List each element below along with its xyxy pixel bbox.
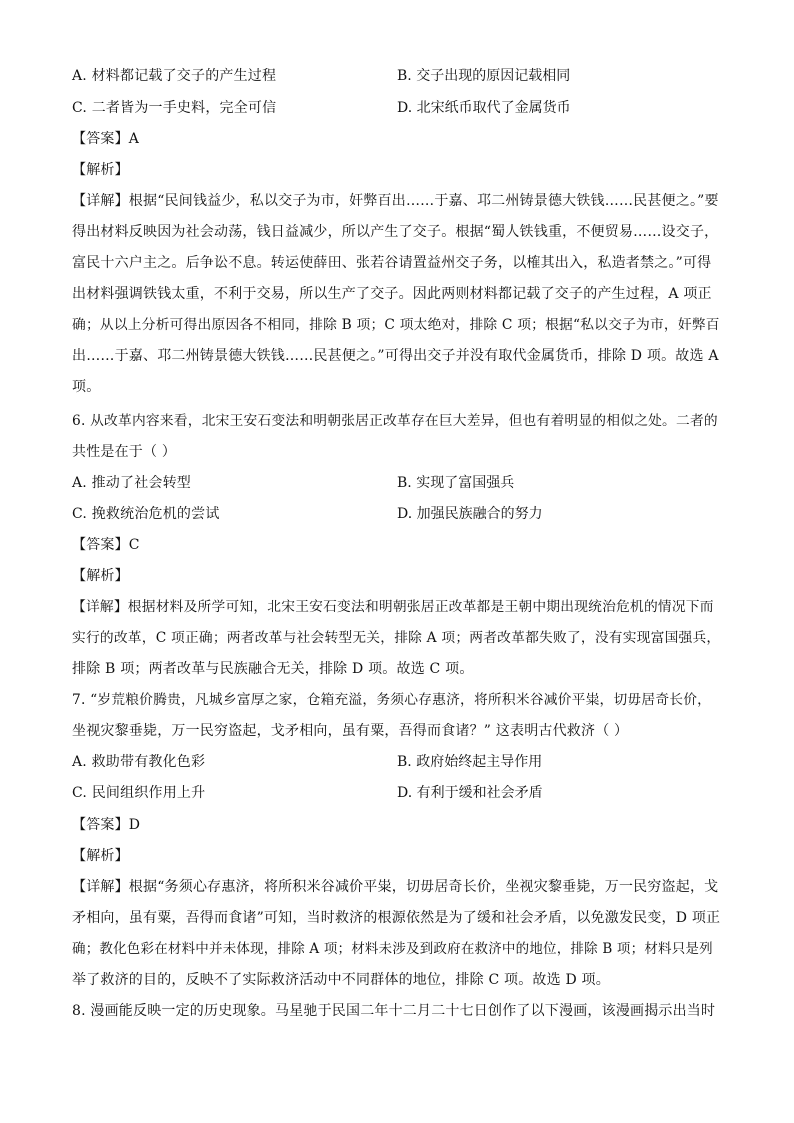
- q7-stem-line: 坐视灾黎垂毙，万一民穷盗起，戈矛相向，虽有粟，吾得而食诸？” 这表明古代救济（ ）: [72, 723, 629, 739]
- q7-detail-line: 矛相向，虽有粟，吾得而食诸”可知，当时救济的根源依然是为了缓和社会矛盾，以免激发民变，D 项正: [72, 910, 721, 926]
- q6-stem-line: 共性是在于（ ）: [72, 444, 177, 460]
- q6-analysis-heading: 【解析】: [72, 568, 129, 584]
- q7-option-c: C. 民间组织作用上升: [72, 785, 206, 801]
- q6-stem-line: 6. 从改革内容来看，北宋王安石变法和明朝张居正改革存在巨大差异，但也有着明显的相似之处。二者的: [72, 413, 718, 429]
- q7-option-d: D. 有利于缓和社会矛盾: [397, 785, 543, 801]
- q7-detail-line: 确；教化色彩在材料中并未体现，排除 A 项；材料未涉及到政府在救济中的地位，排除 B 项；材料只是列: [72, 941, 713, 957]
- q7-detail-line: 【详解】根据“务须心存惠济，将所积米谷减价平粜，切毋居奇长价，坐视灾黎垂毙，万一民穷盗起，戈: [72, 879, 719, 895]
- q6-option-d: D. 加强民族融合的努力: [397, 506, 543, 522]
- q5-option-d: D. 北宋纸币取代了金属货币: [397, 100, 571, 116]
- q6-detail-line: 实行的改革，C 项正确；两者改革与社会转型无关，排除 A 项；两者改革都失败了，没有实现富国强兵，: [72, 630, 721, 646]
- q6-answer: 【答案】C: [72, 537, 140, 553]
- q7-detail-line: 举了救济的目的，反映不了实际救济活动中不同群体的地位，排除 C 项。故选 D 项。: [72, 972, 610, 988]
- q8-stem-line: 8. 漫画能反映一定的历史现象。马星驰于民国二年十二月二十七日创作了以下漫画，该漫画揭示出当时: [72, 1003, 716, 1019]
- q6-detail-line: 【详解】根据材料及所学可知，北宋王安石变法和明朝张居正改革都是王朝中期出现统治危机的情况下而: [72, 599, 714, 615]
- q5-detail-line: 出……于嘉、邛二州铸景德大铁钱……民甚便之。”可得出交子并没有取代金属货币，排除 D 项。故选 A: [72, 348, 719, 364]
- q5-answer: 【答案】A: [72, 131, 140, 147]
- q6-option-a: A. 推动了社会转型: [72, 475, 192, 491]
- q5-detail-line: 出材料强调铁钱太重，不利于交易，所以生产了交子。因此两则材料都记载了交子的产生过程，A 项正: [72, 286, 712, 302]
- q7-analysis-heading: 【解析】: [72, 848, 129, 864]
- q7-option-b: B. 政府始终起主导作用: [397, 754, 543, 770]
- q5-detail-line: 项。: [72, 379, 101, 395]
- q5-option-b: B. 交子出现的原因记载相同: [397, 68, 571, 84]
- q7-answer: 【答案】D: [72, 817, 141, 833]
- q5-detail-line: 【详解】根据“民间钱益少，私以交子为市，奸弊百出……于嘉、邛二州铸景德大铁钱……民甚便之。”要: [72, 193, 719, 209]
- q5-detail-line: 富民十六户主之。后争讼不息。转运使薛田、张若谷请置益州交子务，以榷其出入，私造者禁之。”可得: [72, 255, 712, 271]
- q5-analysis-heading: 【解析】: [72, 162, 129, 178]
- q5-option-c: C. 二者皆为一手史料，完全可信: [72, 100, 277, 116]
- q5-option-a: A. 材料都记载了交子的产生过程: [72, 68, 277, 84]
- q6-option-c: C. 挽救统治危机的尝试: [72, 506, 220, 522]
- q5-detail-line: 确；从以上分析可得出原因各不相同，排除 B 项；C 项太绝对，排除 C 项；根据“私以交子为市，奸弊百: [72, 317, 720, 333]
- q7-stem-line: 7. “岁荒粮价腾贵，凡城乡富厚之家，仓箱充溢，务须心存惠济，将所积米谷减价平粜，切毋居奇长价，: [72, 692, 712, 708]
- q7-option-a: A. 救助带有教化色彩: [72, 754, 206, 770]
- q5-detail-line: 得出材料反映因为社会动荡，钱日益减少，所以产生了交子。根据“蜀人铁钱重，不便贸易……设交子，: [72, 224, 719, 240]
- q6-option-b: B. 实现了富国强兵: [397, 475, 515, 491]
- q6-detail-line: 排除 B 项；两者改革与民族融合无关，排除 D 项。故选 C 项。: [72, 661, 474, 677]
